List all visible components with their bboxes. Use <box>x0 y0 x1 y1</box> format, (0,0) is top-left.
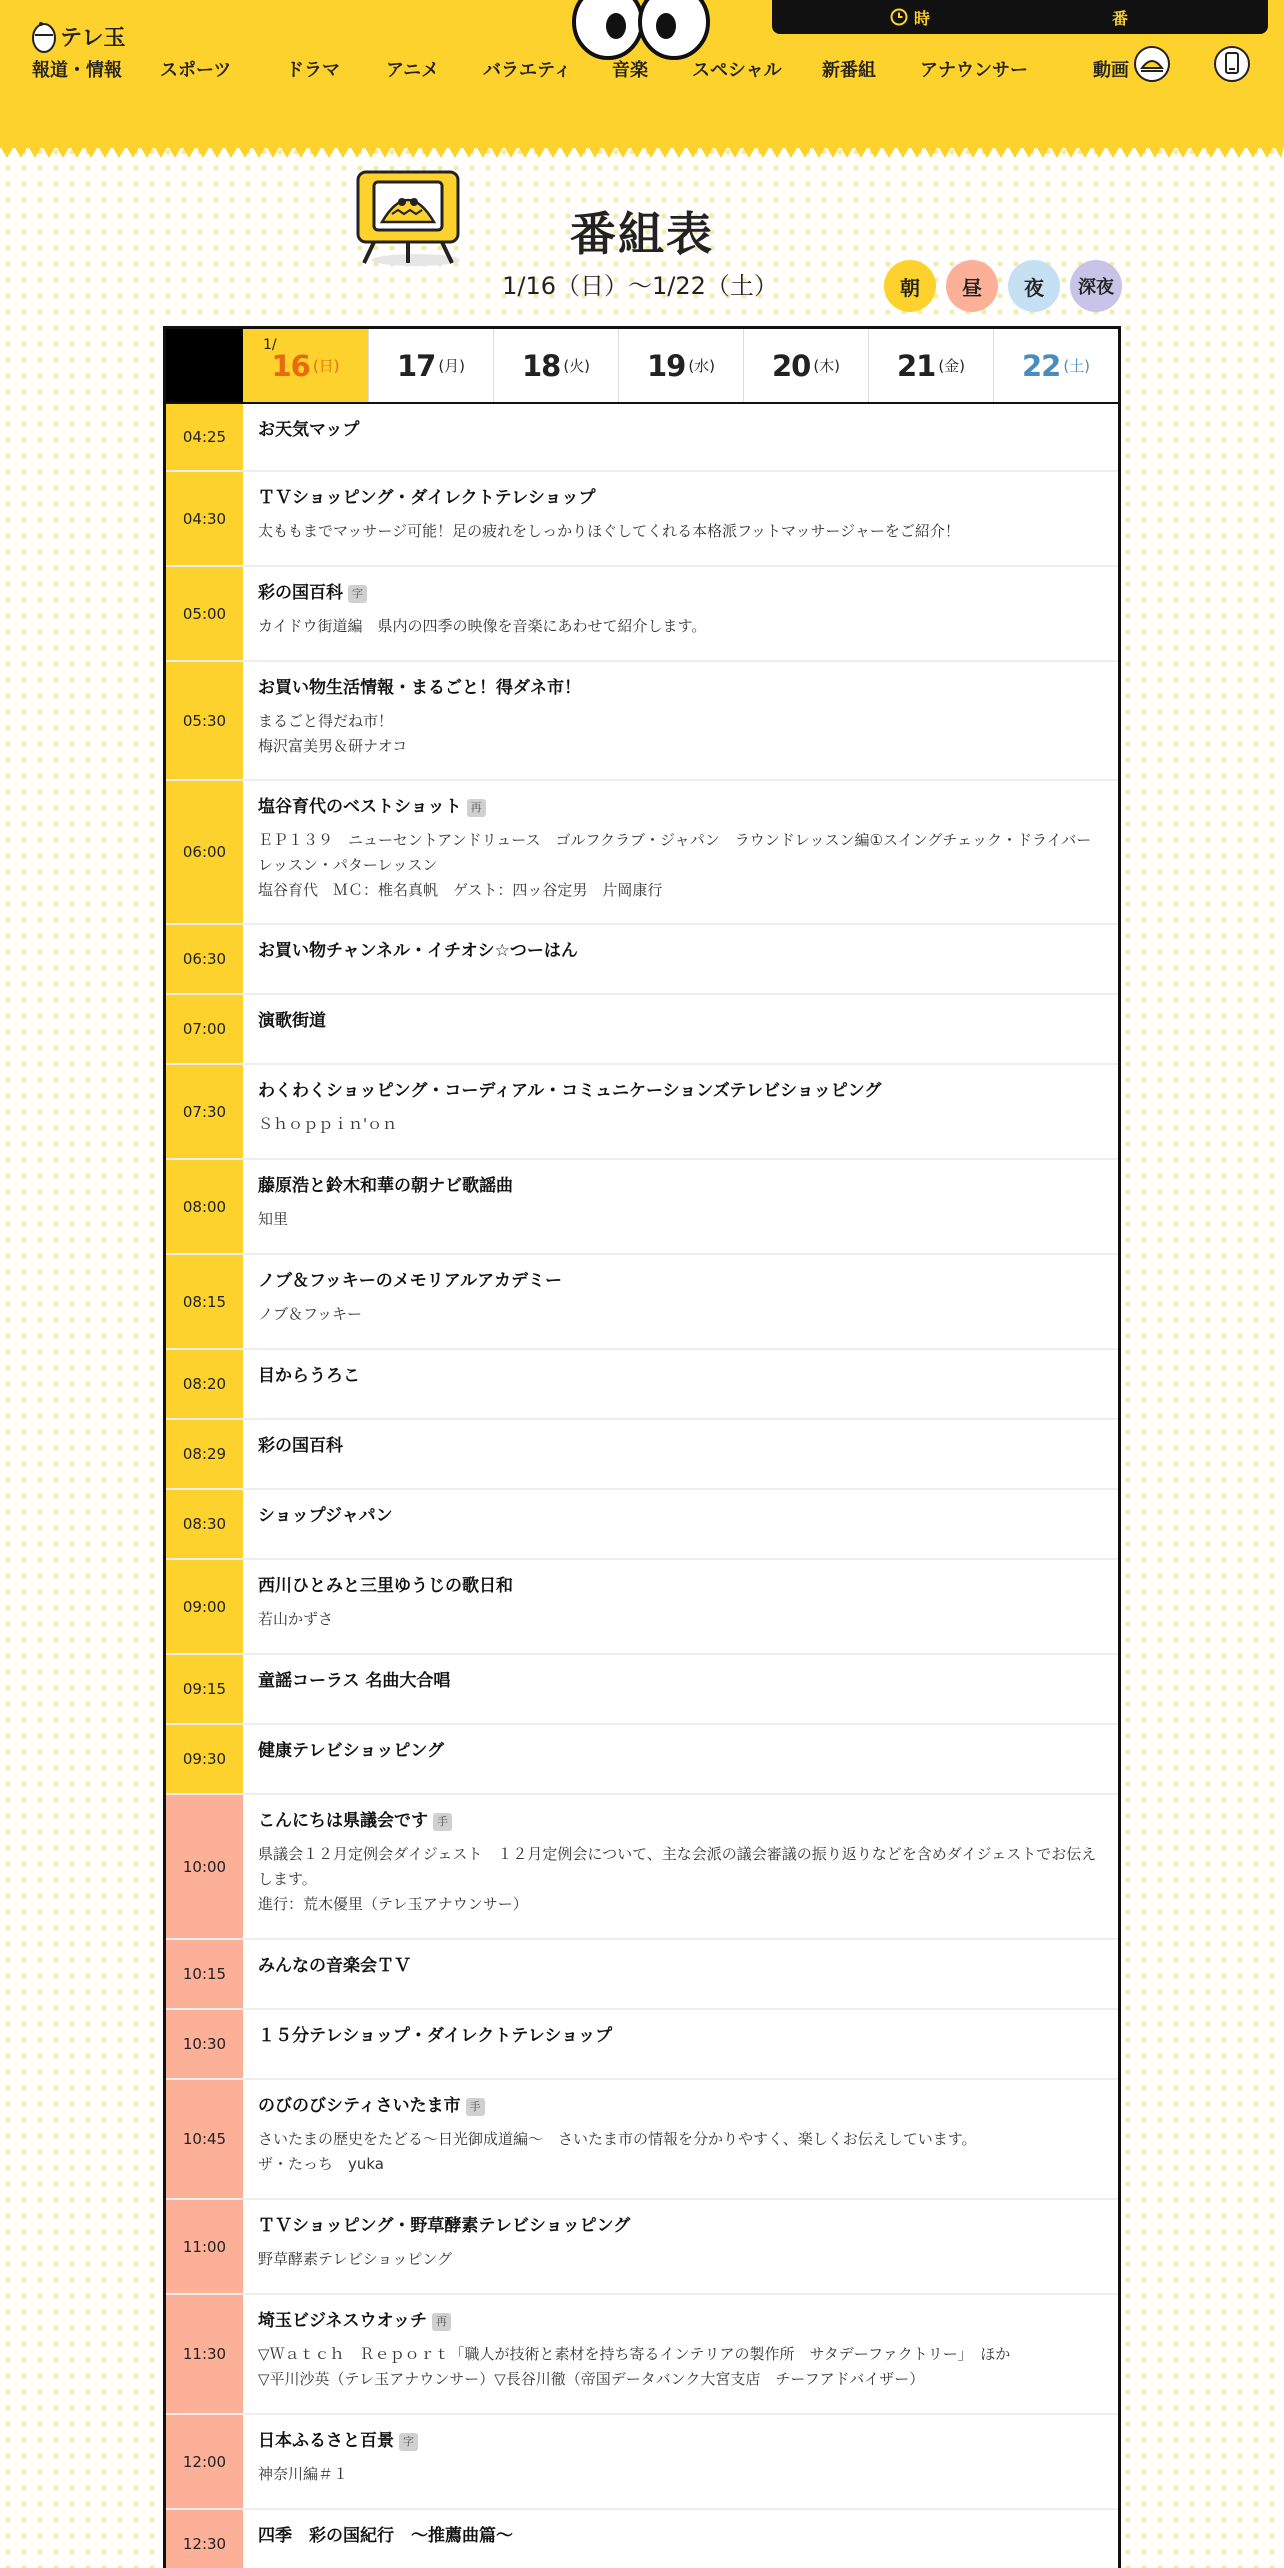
program-title-text: 童謡コーラス 名曲大合唱 <box>258 1671 451 1691</box>
program-row[interactable] <box>166 1940 1118 2010</box>
program-time: 08:30 <box>166 1490 243 1558</box>
program-time: 06:00 <box>166 781 243 923</box>
nav-item-sports[interactable]: スポーツ <box>160 60 232 81</box>
program-grid <box>163 326 1121 2568</box>
day-tab-17[interactable] <box>368 329 493 402</box>
program-row[interactable] <box>166 1560 1118 1655</box>
program-info <box>243 925 1118 993</box>
program-title-text: ノブ＆フッキーのメモリアルアカデミー <box>258 1271 562 1291</box>
program-time: 10:15 <box>166 1940 243 2008</box>
program-info <box>243 2295 1118 2413</box>
program-row[interactable] <box>166 662 1118 781</box>
program-badge: 再 <box>467 799 486 817</box>
program-title[interactable] <box>258 1080 1103 1103</box>
nav-item-anime[interactable]: アニメ <box>386 60 440 81</box>
nav-item-new-programs[interactable]: 新番組 <box>822 60 876 81</box>
day-tab-16[interactable] <box>243 329 368 402</box>
program-row[interactable] <box>166 995 1118 1065</box>
program-description: 知里 <box>258 1210 289 1228</box>
program-info <box>243 781 1118 923</box>
day-month: 1/ <box>263 337 277 353</box>
program-time: 12:00 <box>166 2415 243 2508</box>
program-time: 09:15 <box>166 1655 243 1723</box>
program-description: ノブ＆フッキー <box>258 1305 362 1323</box>
program-description: ▽Ｗａｔｃｈ Ｒｅｐｏｒｔ「職人が技術と素材を持ち寄るインテリアの製作所 サタデーファクトリー」 ほか ▽平川沙英（テレ玉アナウンサー）▽長谷川徹（帝国データバンク大宮支店 チーフアドバイザー） <box>258 2345 1011 2388</box>
program-info <box>243 1795 1118 1938</box>
day-tab-18[interactable] <box>493 329 618 402</box>
program-time: 11:00 <box>166 2200 243 2293</box>
program-badge: 手 <box>466 2098 485 2116</box>
program-row[interactable] <box>166 2080 1118 2200</box>
program-title[interactable] <box>258 2095 1103 2118</box>
program-row[interactable] <box>166 1255 1118 1350</box>
program-title[interactable] <box>258 1010 1103 1033</box>
day-weekday: (月) <box>438 357 466 375</box>
telemon-mascot-icon[interactable] <box>1132 40 1172 84</box>
day-weekday: (水) <box>688 357 716 375</box>
mascot-eyes-icon <box>568 0 714 62</box>
program-info <box>243 567 1118 660</box>
day-number: 22 <box>1021 348 1061 383</box>
program-title-text: 彩の国百科 <box>258 583 343 603</box>
program-description: ＥＰ１３９ ニューセントアンドリュース ゴルフクラブ・ジャパン ラウンドレッスン編①スイングチェック・ドライバーレッスン・パターレッスン 塩谷育代 ＭＣ：椎名真帆 ゲスト：四ッ谷定男 片岡康行 <box>258 831 1092 899</box>
program-title-text: 塩谷育代のベストショット <box>258 797 462 817</box>
program-row[interactable] <box>166 2010 1118 2080</box>
program-title-text: ＴＶショッピング・ダイレクトテレショップ <box>258 488 596 508</box>
program-info <box>243 2080 1118 2198</box>
day-header-corner <box>166 329 243 402</box>
program-description: まるごと得だね市！ 梅沢富美男＆研ナオコ <box>258 712 408 755</box>
page-title: 番組表 <box>570 207 714 261</box>
program-time: 05:30 <box>166 662 243 779</box>
day-tab-20[interactable] <box>743 329 868 402</box>
program-title[interactable] <box>258 582 1103 605</box>
date-range: 1/16（日）〜1/22（土） <box>502 272 778 300</box>
header-zigzag-edge <box>0 146 1284 160</box>
program-row[interactable] <box>166 2200 1118 2295</box>
program-badge: 字 <box>348 585 367 603</box>
program-title[interactable] <box>258 419 1103 442</box>
program-row[interactable] <box>166 1160 1118 1255</box>
day-number: 19 <box>646 348 686 383</box>
program-time: 10:45 <box>166 2080 243 2198</box>
program-info <box>243 1560 1118 1653</box>
program-title[interactable] <box>258 487 1103 510</box>
day-weekday: (金) <box>938 357 966 375</box>
nav-item-announcers[interactable]: アナウンサー <box>920 60 1028 81</box>
program-info <box>243 662 1118 779</box>
program-row[interactable] <box>166 1795 1118 1940</box>
program-row[interactable] <box>166 472 1118 567</box>
program-row[interactable] <box>166 925 1118 995</box>
program-title-text: 彩の国百科 <box>258 1436 343 1456</box>
program-title[interactable] <box>258 1955 1103 1978</box>
program-info <box>243 472 1118 565</box>
tod-late-night-button[interactable]: 深夜 <box>1070 260 1122 312</box>
program-description: 若山かずさ <box>258 1610 334 1628</box>
program-row[interactable] <box>166 1490 1118 1560</box>
day-tab-19[interactable] <box>618 329 743 402</box>
program-row[interactable] <box>166 2295 1118 2415</box>
nav-item-drama[interactable]: ドラマ <box>286 60 340 81</box>
program-title[interactable] <box>258 1435 1103 1458</box>
tv-mascot-icon <box>354 168 464 268</box>
program-title-text: お買い物生活情報・まるごと！得ダネ市！ <box>258 678 581 698</box>
day-number: 18 <box>521 348 561 383</box>
program-title[interactable] <box>258 1365 1103 1388</box>
program-title[interactable] <box>258 1270 1103 1293</box>
program-description: 県議会１２月定例会ダイジェスト １２月定例会について、主な会派の議会審議の振り返りなどを含めダイジェストでお伝えします。 進行：荒木優里（テレ玉アナウンサー） <box>258 1845 1097 1913</box>
program-row[interactable] <box>166 1725 1118 1795</box>
tod-morning-button[interactable]: 朝 <box>884 260 936 312</box>
program-row[interactable] <box>166 1350 1118 1420</box>
program-title-text: 埼玉ビジネスウオッチ <box>258 2311 427 2331</box>
program-title[interactable] <box>258 677 1103 700</box>
main-nav <box>32 56 1153 82</box>
clock-bar-right-text: 番 <box>1111 8 1128 28</box>
program-title-text: お買い物チャンネル・イチオシ☆つーはん <box>258 941 578 961</box>
program-info <box>243 1065 1118 1158</box>
program-row[interactable] <box>166 2415 1118 2510</box>
program-list <box>166 404 1118 2568</box>
program-time: 10:30 <box>166 2010 243 2078</box>
program-title-text: 日本ふるさと百景 <box>258 2431 394 2451</box>
nav-item-videos[interactable]: 動画 <box>1093 60 1129 81</box>
program-row[interactable] <box>166 567 1118 662</box>
program-title[interactable] <box>258 1670 1103 1693</box>
clock-bar[interactable] <box>772 0 1268 34</box>
program-time: 08:29 <box>166 1420 243 1488</box>
nav-item-variety[interactable]: バラエティ <box>483 60 572 81</box>
program-info <box>243 1160 1118 1253</box>
program-title-text: わくわくショッピング・コーディアル・コミュニケーションズテレビショッピング <box>258 1081 882 1101</box>
program-time: 11:30 <box>166 2295 243 2413</box>
program-title[interactable] <box>258 1575 1103 1598</box>
day-header-row <box>166 329 1118 404</box>
program-description: カイドウ街道編 県内の四季の映像を音楽にあわせて紹介します。 <box>258 617 707 635</box>
program-title[interactable] <box>258 2215 1103 2238</box>
tv-mobile-icon[interactable] <box>1212 40 1252 84</box>
program-time: 04:25 <box>166 404 243 470</box>
program-description: 野草酵素テレビショッピング <box>258 2250 453 2268</box>
program-title[interactable] <box>258 2525 1103 2548</box>
program-time: 07:30 <box>166 1065 243 1158</box>
program-info <box>243 404 1118 470</box>
logo-text: テレ玉 <box>60 25 126 51</box>
program-title[interactable] <box>258 1505 1103 1528</box>
program-title-text: １５分テレショップ・ダイレクトテレショップ <box>258 2026 613 2046</box>
program-title-text: ＴＶショッピング・野草酵素テレビショッピング <box>258 2216 631 2236</box>
program-info <box>243 1350 1118 1418</box>
nav-item-music[interactable]: 音楽 <box>612 60 648 81</box>
program-description: 神奈川編＃１ <box>258 2465 349 2483</box>
program-info <box>243 2510 1118 2568</box>
program-title-text: こんにちは県議会です <box>258 1811 428 1831</box>
day-weekday: (火) <box>563 357 591 375</box>
program-title-text: 演歌街道 <box>258 1011 326 1031</box>
program-title-text: 健康テレビショッピング <box>258 1741 444 1761</box>
program-title[interactable] <box>258 1810 1103 1833</box>
day-number: 16 <box>271 348 310 383</box>
site-logo[interactable] <box>30 16 126 56</box>
program-title[interactable] <box>258 940 1103 963</box>
day-weekday: (土) <box>1063 357 1091 375</box>
program-time: 06:30 <box>166 925 243 993</box>
program-title[interactable] <box>258 2430 1103 2453</box>
program-time: 09:30 <box>166 1725 243 1793</box>
program-time: 09:00 <box>166 1560 243 1653</box>
program-row[interactable] <box>166 404 1118 472</box>
program-badge: 再 <box>432 2313 451 2331</box>
program-title-text: ショップジャパン <box>258 1506 393 1526</box>
program-time: 07:00 <box>166 995 243 1063</box>
nav-item-news[interactable]: 報道・情報 <box>32 60 122 81</box>
day-weekday: (木) <box>813 357 841 375</box>
program-time: 08:20 <box>166 1350 243 1418</box>
program-title[interactable] <box>258 2025 1103 2048</box>
program-row[interactable] <box>166 2510 1118 2568</box>
program-time: 08:15 <box>166 1255 243 1348</box>
program-title-text: 西川ひとみと三里ゆうじの歌日和 <box>258 1576 513 1596</box>
program-description: Ｓｈｏｐｐｉｎ'ｏｎ <box>258 1115 398 1133</box>
program-row[interactable] <box>166 1065 1118 1160</box>
program-time: 10:00 <box>166 1795 243 1938</box>
tod-daytime-button[interactable]: 昼 <box>946 260 998 312</box>
program-description: 太ももまでマッサージ可能！足の疲れをしっかりほぐしてくれる本格派フットマッサージャーをご紹介！ <box>258 522 960 540</box>
program-badge: 手 <box>433 1813 452 1831</box>
mascot-logo-icon <box>30 16 58 56</box>
day-number: 21 <box>896 348 936 383</box>
program-title-text: お天気マップ <box>258 420 360 440</box>
program-title-text: 四季 彩の国紀行 ～推薦曲篇～ <box>258 2526 513 2546</box>
program-time: 04:30 <box>166 472 243 565</box>
program-title-text: のびのびシティさいたま市 <box>258 2096 461 2116</box>
program-badge: 字 <box>399 2433 418 2451</box>
program-time: 12:30 <box>166 2510 243 2568</box>
program-info <box>243 1725 1118 1793</box>
program-title[interactable] <box>258 1175 1103 1198</box>
tod-night-button[interactable]: 夜 <box>1008 260 1060 312</box>
program-row[interactable] <box>166 1655 1118 1725</box>
site-header <box>0 0 1284 148</box>
day-weekday: (日) <box>312 357 340 375</box>
program-title[interactable] <box>258 1740 1103 1763</box>
day-tab-22[interactable] <box>993 329 1118 402</box>
program-info <box>243 1490 1118 1558</box>
program-row[interactable] <box>166 781 1118 925</box>
program-time: 08:00 <box>166 1160 243 1253</box>
day-tab-21[interactable] <box>868 329 993 402</box>
program-info <box>243 1420 1118 1488</box>
program-title[interactable] <box>258 796 1103 819</box>
program-title[interactable] <box>258 2310 1103 2333</box>
program-time: 05:00 <box>166 567 243 660</box>
program-description: さいたまの歴史をたどる～日光御成道編～ さいたま市の情報を分かりやすく、楽しくお伝えしています。 ザ・たっち yuka <box>258 2130 977 2173</box>
program-info <box>243 1940 1118 2008</box>
program-info <box>243 995 1118 1063</box>
nav-item-special[interactable]: スペシャル <box>692 60 782 81</box>
program-title-text: みんなの音楽会ＴＶ <box>258 1956 411 1976</box>
program-info <box>243 1655 1118 1723</box>
program-title-text: 目からうろこ <box>258 1366 360 1386</box>
program-info <box>243 2010 1118 2078</box>
program-row[interactable] <box>166 1420 1118 1490</box>
program-info <box>243 2200 1118 2293</box>
program-info <box>243 1255 1118 1348</box>
clock-icon <box>890 6 930 29</box>
day-number: 17 <box>396 348 436 383</box>
clock-bar-left-text: 時 <box>914 8 931 28</box>
day-number: 20 <box>771 348 811 383</box>
program-info <box>243 2415 1118 2508</box>
program-title-text: 藤原浩と鈴木和華の朝ナビ歌謡曲 <box>258 1176 513 1196</box>
